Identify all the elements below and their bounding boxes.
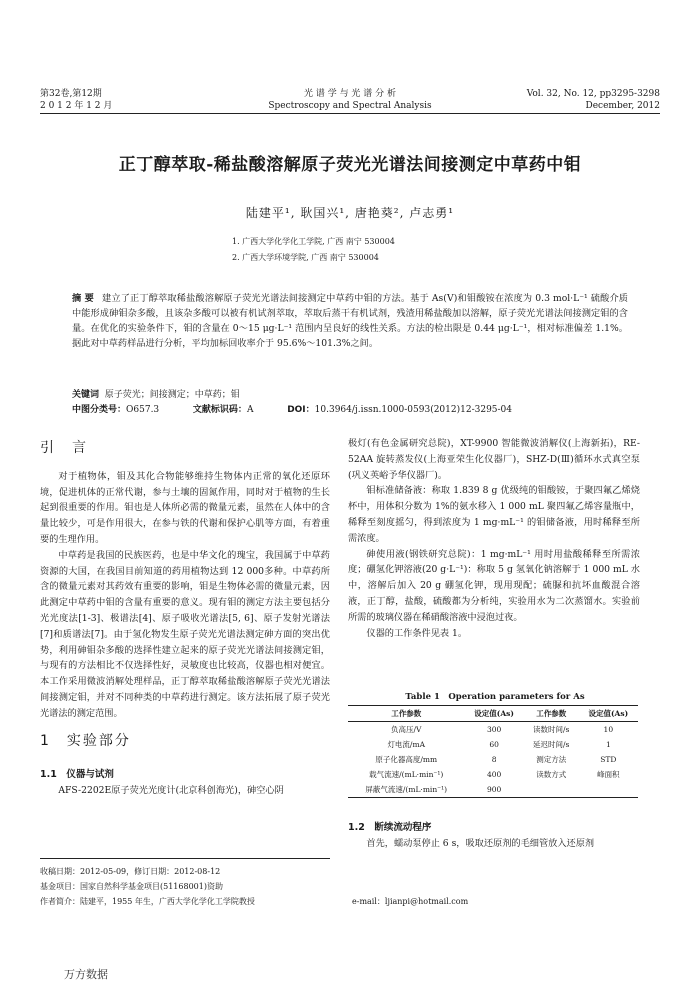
affiliation-2: 2. 广西大学环境学院, 广西 南宁 530004 (232, 253, 379, 262)
subsection-1-1-text: AFS-2202E原子荧光光度计(北京科创海光)，砷空心阴 (58, 785, 284, 797)
table-cell (579, 782, 638, 798)
table-cell: 峰面积 (597, 770, 620, 779)
intro-paragraph-2: 中草药是我国的民族医药，也是中华文化的瑰宝，我国属于中草药资源的大国，在我国目前知道的药用植物达到 12 000多种。中草药所含的微量元素对其药效有重要的影响，钼是生物体必需的微量元素，因此测定中草药中钼的含量有重要的意义。现有钼的测定方法主要包括分光光度法[1-3]、极谱法[4]、原子吸收光谱法[5, 6]、原子发射光谱法[7]和质谱法[7]。由于氢化物发生原子荧光光谱法测定砷方面的突出优势，利用砷钼杂多酸的选择性建立起来的原子荧光光谱法间接测定钼，与现有的方法相比不仅选择性好，灵敏度也比较高，仪器也相对便宜。本工作采用微波消解处理样品，正丁醇萃取稀盐酸溶解原子荧光光谱法间接测定钼，并对不同种类的中草药进行测定。该方法拓展了原子荧光光谱法的测定范围。 (40, 549, 330, 719)
clc-label: 中图分类号： (72, 405, 127, 415)
table-cell: 900 (464, 782, 523, 798)
table-cell: 60 (489, 740, 499, 749)
affiliation-1: 1. 广西大学化学化工学院, 广西 南宁 530004 (232, 237, 395, 246)
operation-parameters-table (348, 705, 638, 798)
table-cell: 延迟时间/s (533, 740, 570, 749)
table-cell: 读数时间/s (533, 725, 570, 734)
fund-info: 基金项目：国家自然科学基金项目(51168001)资助 (40, 882, 223, 891)
table-cell: 屏蔽气流速/(mL·min⁻¹) (348, 782, 464, 798)
table-row (348, 722, 638, 738)
header-volume-en: Vol. 32, No. 12, pp3295-3298 (526, 89, 660, 99)
table-cell: STD (600, 755, 617, 764)
table-cell: 400 (486, 770, 502, 779)
watermark-text: 万方数据 (64, 968, 108, 981)
doc-code-label: 文献标识码： (192, 405, 247, 415)
table-cell: 读数方式 (536, 770, 567, 779)
header-right (527, 88, 660, 112)
table-cell: 灯电流/mA (387, 740, 425, 749)
doi-value: 10.3964/j.issn.1000-0593(2012)12-3295-04 (314, 405, 513, 415)
table-header-cell: 工作参数 (348, 706, 464, 722)
header-volume-cn: 第32卷,第12期 (40, 89, 102, 99)
intro-heading: 引 言 (40, 440, 88, 456)
header-date-en: December, 2012 (585, 101, 660, 111)
table-row (348, 737, 638, 752)
keywords-text: 原子荧光；间接测定；中草药；钼 (104, 390, 240, 400)
table-row (348, 767, 638, 782)
table-cell: 载气流速/(mL·min⁻¹) (369, 770, 444, 779)
table-cell: 8 (491, 755, 497, 764)
author-email: e-mail：ljianpi@hotmail.com (352, 897, 469, 906)
footnote-divider (40, 858, 330, 859)
table-cell: 原子化器高度/mm (375, 755, 438, 764)
abstract (72, 291, 628, 351)
author-bio: 作者简介：陆建平，1955 年生，广西大学化学化工学院教授 (40, 897, 255, 906)
table-1-caption: Table 1 Operation parameters for As (405, 692, 585, 702)
subsection-1-2 (348, 820, 640, 852)
instrument-continued: 极灯(有色金属研究总院)，XT-9900 智能微波消解仪(上海新拓)，RE-52AA 旋转蒸发仪(上海亚荣生化仪器厂)，SHZ-D(Ⅲ)循环水式真空泵(巩义英峪予华仪器厂)。 (348, 438, 640, 481)
keywords-label: 关键词 (72, 390, 100, 400)
intro-paragraph-1: 对于植物体，钼及其化合物能够维持生物体内正常的氧化还原环境，促进机体的正常代谢，参与土壤的固氮作用，同时对于植物的生长起到很重要的作用。钼也是人体所必需的微量元素，虽然在人体中的含量比较少，可是作用很大，在参与铁的代谢和保护心肌等方面，有着重要的生理作用。 (40, 470, 330, 545)
mo-standard-paragraph: 钼标准储备液：称取 1.839 8 g 优级纯的钼酸铵，于聚四氟乙烯烧杯中，用体积分数为 1%的氨水移入 1 000 mL 聚四氟乙烯容量瓶中，稀释至刻度摇匀，得到浓度为 1 mg·mL⁻¹ 的钼储备液，用时稀释至所需浓度。 (348, 485, 640, 544)
running-header (40, 88, 660, 114)
table-cell: 负高压/V (391, 725, 422, 734)
paper-title: 正丁醇萃取-稀盐酸溶解原子荧光光谱法间接测定中草药中钼 (118, 155, 582, 175)
keywords (72, 388, 640, 402)
footnotes (40, 864, 660, 909)
section-1-heading: 1 实验部分 (40, 732, 131, 749)
header-journal-cn: 光 谱 学 与 光 谱 分 析 (303, 89, 397, 99)
header-journal-en: Spectroscopy and Spectral Analysis (268, 101, 432, 111)
subsection-1-2-text: 首先，蠕动泵停止 6 s，吸取还原剂的毛细管放入还原剂 (366, 837, 595, 849)
abstract-label: 摘 要 (72, 293, 95, 304)
subsection-1-1-heading: 1.1 仪器与试剂 (40, 769, 114, 781)
as-solution-paragraph: 砷使用液(钢铁研究总院)：1 mg·mL⁻¹ 用时用盐酸稀释至所需浓度；硼氢化钾溶液(20 g·L⁻¹)：称取 5 g 氢氧化钠溶解于 1 000 mL 水中，溶解后加入 20 g 硼氢化钾，现用现配；硫脲和抗坏血酸混合溶液，正丁醇，盐酸，硫酸都为分析纯，实验用水为二次蒸馏水。实验前所需的玻璃仪器在稀硝酸溶液中浸泡过夜。 (348, 548, 640, 623)
table-header-cell: 工作参数 (524, 706, 579, 722)
table-cell: 10 (603, 725, 614, 734)
abstract-text: 建立了正丁醇萃取稀盐酸溶解原子荧光光谱法间接测定中草药中钼的方法。基于 As(Ⅴ)和钼酸铵在浓度为 0.3 mol·L⁻¹ 硫酸介质中能形成砷钼杂多酸，且该杂多酸可以被有机试剂萃取，萃取后蒸干有机试剂，残渣用稀盐酸加以溶解，原子荧光光谱法间接测定钼的含量。在优化的实验条件下，钼的含量在 0～15 μg·L⁻¹ 范围内呈良好的线性关系。方法的检出限是 0.44 μg·L⁻¹，相对标准偏差 1.1%。据此对中草药样品进行分析，平均加标回收率介于 95.6%～101.3%之间。 (72, 293, 628, 349)
table-cell: 1 (605, 740, 611, 749)
left-column (40, 441, 330, 799)
author-bio-line (40, 894, 660, 909)
table-row (348, 752, 638, 767)
table-header-row (348, 706, 638, 722)
doi-label: DOI： (287, 405, 315, 415)
table-header-cell: 设定值(As) (464, 706, 523, 722)
table-reference: 仪器的工作条件见表 1。 (366, 627, 468, 639)
doc-code-value: A (246, 405, 254, 415)
classification-line (72, 403, 640, 417)
header-date-cn: 2 0 1 2 年 1 2 月 (40, 101, 113, 111)
table-header-cell: 设定值(As) (579, 706, 638, 722)
clc-value: O657.3 (126, 405, 160, 415)
right-column (348, 436, 640, 641)
table-row (348, 782, 638, 798)
subsection-1-2-heading: 1.2 断续流动程序 (348, 822, 432, 833)
author-list: 陆建平¹, 耿国兴¹, 唐艳葵², 卢志勇¹ (245, 206, 455, 220)
table-cell (524, 782, 579, 798)
table-cell: 300 (486, 725, 502, 734)
table-cell: 测定方法 (536, 755, 567, 764)
received-date: 收稿日期：2012-05-09，修订日期：2012-08-12 (40, 867, 221, 876)
